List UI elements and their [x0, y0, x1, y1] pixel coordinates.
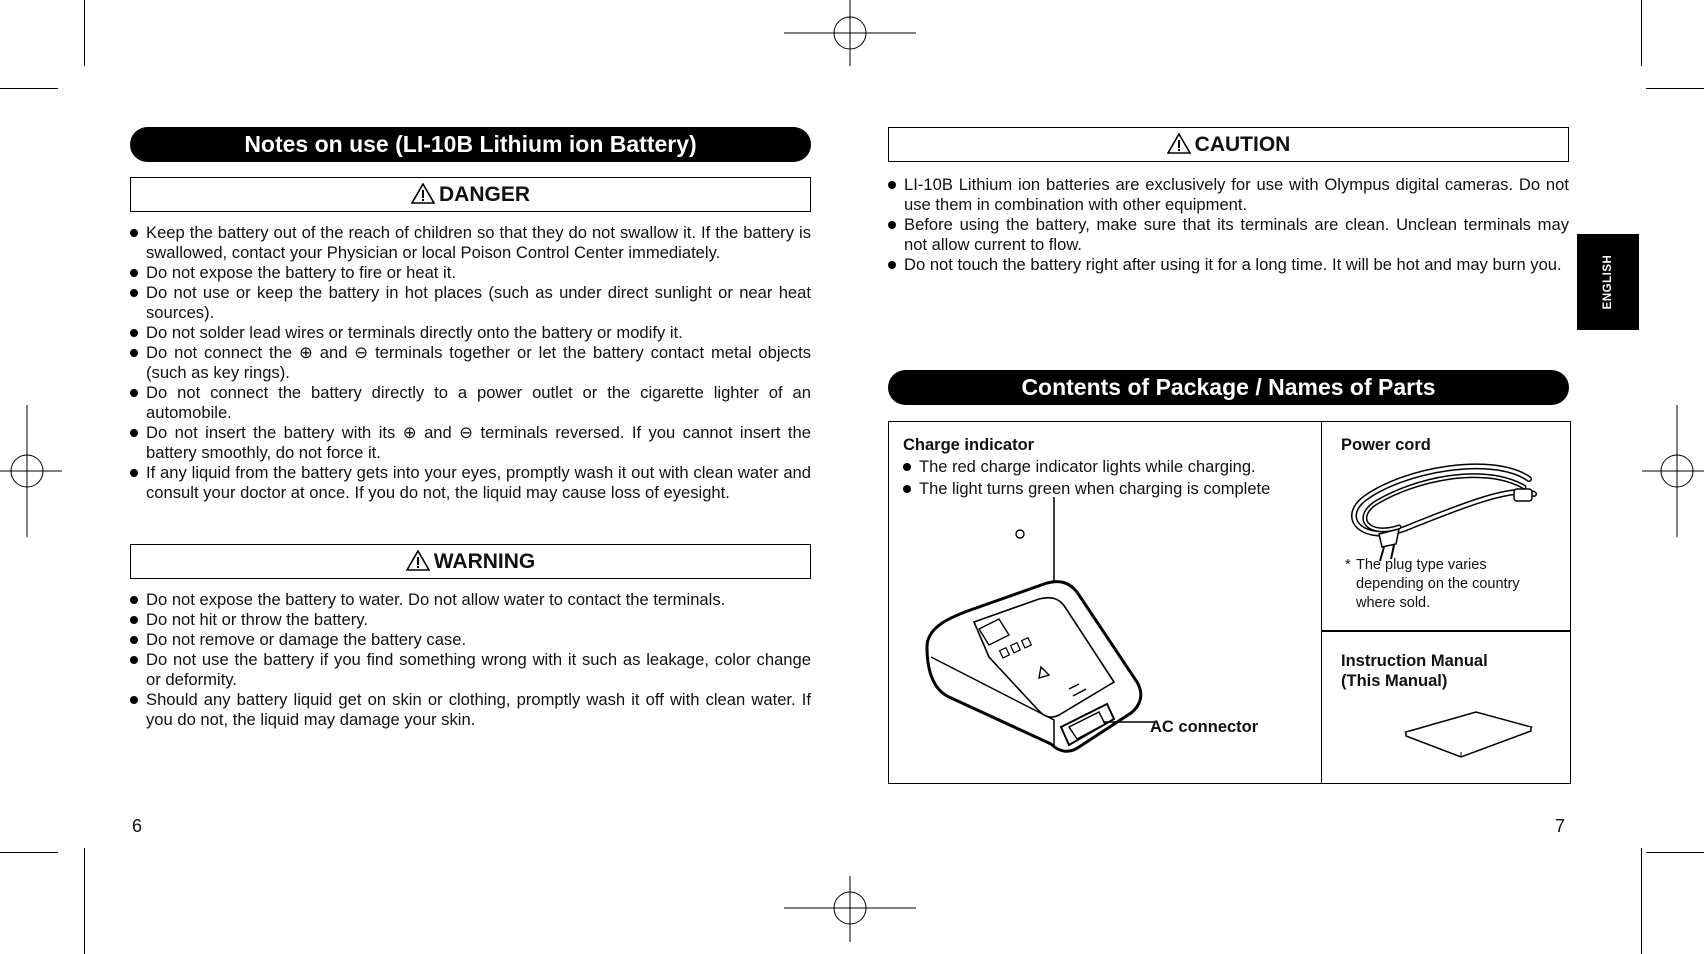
page-number-left: 6 — [132, 816, 143, 836]
warning-triangle-icon — [406, 550, 430, 571]
caution-item: Before using the battery, make sure that its terminals are clean. Unclean terminals may not allow current to flow. — [888, 215, 1569, 255]
charger-illustration — [919, 497, 1319, 787]
panel-divider-horizontal — [1321, 630, 1570, 632]
language-tab — [1577, 234, 1639, 330]
warning-heading: WARNING — [433, 550, 536, 573]
danger-item: Do not connect the battery directly to a power outlet or the cigarette lighter of an automobile. — [130, 383, 811, 423]
registration-mark-left — [0, 405, 62, 537]
charge-indicator-label: Charge indicator — [903, 436, 1035, 454]
danger-item: Do not expose the battery to fire or heat it. — [130, 263, 811, 283]
danger-item: Do not connect the ⊕ and ⊖ terminals together or let the battery contact metal objects (such as key rings). — [130, 343, 811, 383]
warning-item: Do not use the battery if you find something wrong with it such as leakage, color change or deformity. — [130, 650, 811, 690]
danger-item: Do not solder lead wires or terminals directly onto the battery or modify it. — [130, 323, 811, 343]
warning-item: Do not hit or throw the battery. — [130, 610, 811, 630]
plug-note-mark: * — [1345, 557, 1351, 573]
registration-mark-right — [1642, 405, 1704, 537]
danger-item: If any liquid from the battery gets into your eyes, promptly wash it out with clean water and consult your doctor at once. If you do not, the liquid may cause loss of eyesight. — [130, 463, 811, 503]
caution-list — [888, 175, 1569, 275]
danger-heading-box — [130, 177, 811, 212]
page-number-right: 7 — [1555, 816, 1566, 836]
charge-indicator-note: The red charge indicator lights while charging. — [903, 457, 1313, 479]
warning-triangle-icon — [411, 183, 435, 204]
warning-heading-box — [130, 544, 811, 579]
manual-label-line1: Instruction Manual — [1341, 652, 1488, 670]
caution-heading: CAUTION — [1194, 133, 1291, 156]
warning-item: Should any battery liquid get on skin or clothing, promptly wash it off with clean water. If you do not, the liquid may damage your skin. — [130, 690, 811, 730]
danger-item: Keep the battery out of the reach of children so that they do not swallow it. If the battery is swallowed, contact your Physician or local Poison Control Center immediately. — [130, 223, 811, 263]
danger-list — [130, 223, 811, 503]
danger-item: Do not use or keep the battery in hot places (such as under direct sunlight or near heat sources). — [130, 283, 811, 323]
warning-item: Do not expose the battery to water. Do not allow water to contact the terminals. — [130, 590, 811, 610]
charge-indicator-note: The light turns green when charging is complete — [903, 479, 1313, 501]
manual-illustration — [1401, 707, 1536, 762]
warning-list — [130, 590, 811, 730]
ac-connector-label: AC connector — [1150, 718, 1259, 736]
warning-triangle-icon — [1167, 133, 1191, 154]
registration-mark-bottom — [784, 876, 916, 954]
power-cord-label: Power cord — [1341, 436, 1431, 454]
power-cord-illustration — [1344, 449, 1544, 564]
caution-item: Do not touch the battery right after using it for a long time. It will be hot and may burn you. — [888, 255, 1569, 275]
caution-heading-box — [888, 127, 1569, 162]
registration-mark-top — [784, 0, 916, 70]
danger-item: Do not insert the battery with its ⊕ and ⊖ terminals reversed. If you cannot insert the battery smoothly, do not force it. — [130, 423, 811, 463]
caution-item: LI-10B Lithium ion batteries are exclusively for use with Olympus digital cameras. Do not use them in combination with other equipment. — [888, 175, 1569, 215]
notes-title: Notes on use (LI-10B Lithium ion Battery) — [130, 127, 811, 162]
parts-panel — [888, 421, 1571, 784]
warning-item: Do not remove or damage the battery case. — [130, 630, 811, 650]
plug-note: The plug type varies depending on the country where sold. — [1356, 557, 1520, 611]
panel-divider-vertical — [1321, 422, 1322, 783]
danger-heading: DANGER — [438, 183, 530, 206]
manual-label-line2: (This Manual) — [1341, 672, 1448, 690]
charge-indicator-notes — [903, 457, 1313, 500]
language-tab-label: ENGLISH — [1602, 254, 1614, 310]
contents-title: Contents of Package / Names of Parts — [888, 370, 1569, 405]
